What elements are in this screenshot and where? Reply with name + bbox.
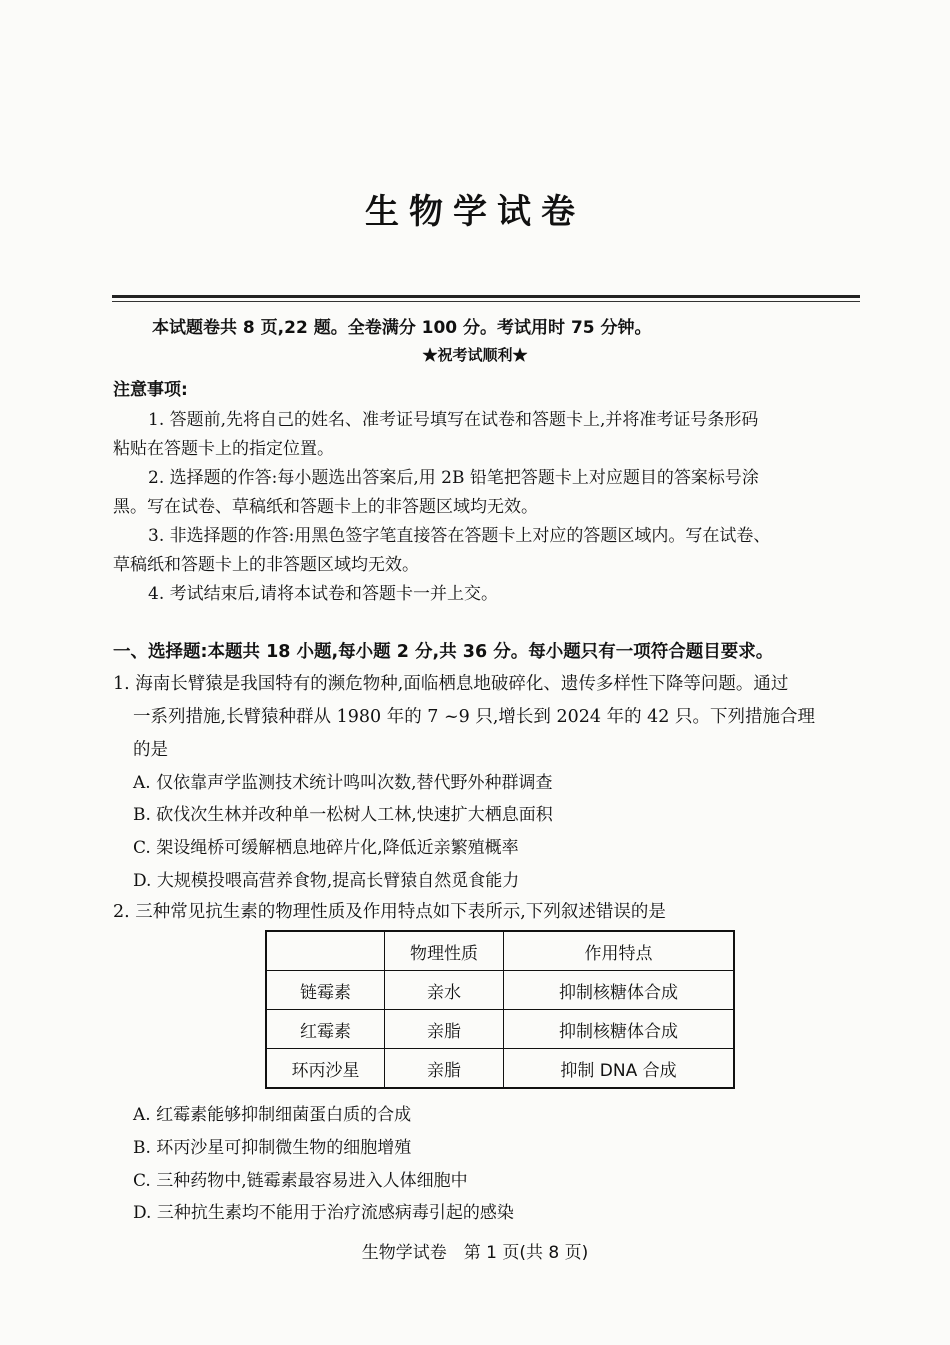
q1-stem-line: 的是: [133, 740, 168, 760]
note-line: 2. 选择题的作答:每小题选出答案后,用 2B 铅笔把答题卡上对应题目的答案标号涂: [148, 468, 759, 488]
table-header-row: [266, 931, 734, 971]
table-cell: 亲水: [385, 971, 504, 1010]
q1-stem-line: 一系列措施,长臂猿种群从 1980 年的 7 ~9 只,增长到 2024 年的 42 只。下列措施合理: [133, 707, 815, 727]
table-row: [266, 1010, 734, 1049]
exam-intro: 本试题卷共 8 页,22 题。全卷满分 100 分。考试用时 75 分钟。: [152, 318, 652, 338]
table-cell: 抑制核糖体合成: [504, 971, 735, 1010]
page-title: 生物学试卷: [365, 192, 585, 232]
note-line: 4. 考试结束后,请将本试卷和答题卡一并上交。: [148, 584, 499, 604]
q2-stem: 2. 三种常见抗生素的物理性质及作用特点如下表所示,下列叙述错误的是: [113, 902, 666, 922]
table-row: [266, 971, 734, 1010]
table-header-cell: 作用特点: [504, 931, 735, 971]
table-row: [266, 1049, 734, 1089]
note-line: 粘贴在答题卡上的指定位置。: [113, 439, 334, 459]
table-header-cell: 物理性质: [385, 931, 504, 971]
section-1-heading: 一、选择题:本题共 18 小题,每小题 2 分,共 36 分。每小题只有一项符合题目要求。: [113, 642, 774, 662]
q2-option-d: D. 三种抗生素均不能用于治疗流感病毒引起的感染: [133, 1203, 514, 1223]
table-header-cell: [266, 931, 385, 971]
note-line: 1. 答题前,先将自己的姓名、准考证号填写在试卷和答题卡上,并将准考证号条形码: [148, 410, 759, 430]
q1-option-d: D. 大规模投喂高营养食物,提高长臂猿自然觅食能力: [133, 871, 520, 891]
q2-option-b: B. 环丙沙星可抑制微生物的细胞增殖: [133, 1138, 412, 1158]
page-footer: 生物学试卷 第 1 页(共 8 页): [361, 1243, 589, 1263]
table-cell: 抑制 DNA 合成: [504, 1049, 735, 1089]
header-rule-thin: [112, 301, 860, 302]
table-cell: 亲脂: [385, 1010, 504, 1049]
q1-option-a: A. 仅依靠声学监测技术统计鸣叫次数,替代野外种群调查: [133, 773, 553, 793]
antibiotic-table: [265, 930, 735, 1089]
note-line: 黑。写在试卷、草稿纸和答题卡上的非答题区域均无效。: [113, 497, 538, 517]
note-line: 3. 非选择题的作答:用黑色签字笔直接答在答题卡上对应的答题区域内。写在试卷、: [148, 526, 771, 546]
good-luck-wish: ★祝考试顺利★: [422, 346, 528, 364]
q2-option-c: C. 三种药物中,链霉素最容易进入人体细胞中: [133, 1171, 468, 1191]
table-cell: 亲脂: [385, 1049, 504, 1089]
note-line: 草稿纸和答题卡上的非答题区域均无效。: [113, 555, 419, 575]
table-cell: 链霉素: [266, 971, 385, 1010]
q1-option-c: C. 架设绳桥可缓解栖息地碎片化,降低近亲繁殖概率: [133, 838, 519, 858]
notes-heading: 注意事项:: [113, 380, 188, 400]
table-cell: 抑制核糖体合成: [504, 1010, 735, 1049]
table-cell: 红霉素: [266, 1010, 385, 1049]
q1-option-b: B. 砍伐次生林并改种单一松树人工林,快速扩大栖息面积: [133, 805, 553, 825]
header-rule-thick: [112, 295, 860, 298]
table-cell: 环丙沙星: [266, 1049, 385, 1089]
q1-stem-line: 1. 海南长臂猿是我国特有的濒危物种,面临栖息地破碎化、遗传多样性下降等问题。通过: [113, 674, 789, 694]
q2-option-a: A. 红霉素能够抑制细菌蛋白质的合成: [133, 1105, 412, 1125]
